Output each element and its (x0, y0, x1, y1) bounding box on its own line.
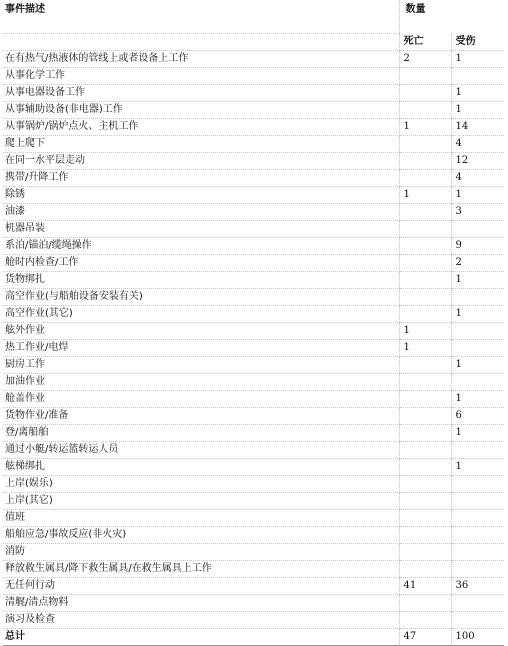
header-row-top (3, 0, 504, 34)
total-death: 47 (399, 629, 451, 646)
injury-count (451, 544, 504, 561)
death-count (399, 493, 451, 510)
event-label: 油漆 (3, 204, 399, 221)
injury-count (451, 476, 504, 493)
event-label: 舱时内检查/工作 (3, 255, 399, 272)
table-row (3, 306, 504, 323)
injury-count: 1 (451, 459, 504, 476)
table-row (3, 170, 504, 187)
death-count: 1 (399, 119, 451, 136)
death-count (399, 153, 451, 170)
table-row (3, 561, 504, 578)
table-row (3, 51, 504, 68)
event-label: 清艉/清点物料 (3, 595, 399, 612)
table-row (3, 612, 504, 629)
death-count (399, 357, 451, 374)
event-label: 从事辅助设备(非电器)工作 (3, 102, 399, 119)
death-count (399, 136, 451, 153)
event-label: 舷外作业 (3, 323, 399, 340)
table-row (3, 476, 504, 493)
event-label: 系泊/锚泊/缆绳操作 (3, 238, 399, 255)
death-count (399, 527, 451, 544)
event-label: 舷梯绑扎 (3, 459, 399, 476)
event-label: 值班 (3, 510, 399, 527)
event-label: 上岸(其它) (3, 493, 399, 510)
table-row (3, 408, 504, 425)
table-row (3, 595, 504, 612)
event-label: 从事锅炉/锅炉点火、主机工作 (3, 119, 399, 136)
incident-statistics-sheet (3, 0, 504, 646)
table-row (3, 323, 504, 340)
death-count (399, 561, 451, 578)
event-label: 演习及检查 (3, 612, 399, 629)
injury-count: 1 (451, 85, 504, 102)
table-row (3, 459, 504, 476)
incident-rows (3, 51, 504, 629)
death-count (399, 289, 451, 306)
event-label: 厨房工作 (3, 357, 399, 374)
death-count (399, 459, 451, 476)
table-row (3, 68, 504, 85)
event-label: 加油作业 (3, 374, 399, 391)
death-count: 1 (399, 187, 451, 204)
death-count: 1 (399, 323, 451, 340)
event-label: 爬上爬下 (3, 136, 399, 153)
table-row (3, 544, 504, 561)
event-label: 通过小艇/转运篮转运人员 (3, 442, 399, 459)
table-row (3, 221, 504, 238)
death-count (399, 85, 451, 102)
table-row (3, 119, 504, 136)
injury-count (451, 442, 504, 459)
injury-count: 3 (451, 204, 504, 221)
death-count (399, 510, 451, 527)
event-label: 登/离船舶 (3, 425, 399, 442)
table-row (3, 527, 504, 544)
injury-count: 1 (451, 306, 504, 323)
injury-count (451, 561, 504, 578)
table-row (3, 204, 504, 221)
quantity-header: 数量 (399, 0, 504, 34)
death-header: 死亡 (399, 34, 451, 51)
injury-count: 1 (451, 357, 504, 374)
event-label: 除锈 (3, 187, 399, 204)
injury-count: 12 (451, 153, 504, 170)
table-row (3, 238, 504, 255)
event-label: 释放救生属具/降下救生属具/在救生属具上工作 (3, 561, 399, 578)
death-count (399, 408, 451, 425)
death-count (399, 170, 451, 187)
event-label: 货物绑扎 (3, 272, 399, 289)
event-label: 上岸(娱乐) (3, 476, 399, 493)
injury-count (451, 68, 504, 85)
death-count (399, 442, 451, 459)
table-row (3, 510, 504, 527)
injury-count (451, 340, 504, 357)
table-row (3, 187, 504, 204)
death-count (399, 102, 451, 119)
table-row (3, 272, 504, 289)
injury-count: 1 (451, 102, 504, 119)
injury-count (451, 612, 504, 629)
table-row (3, 493, 504, 510)
injury-count: 36 (451, 578, 504, 595)
injury-count (451, 323, 504, 340)
table-row (3, 578, 504, 595)
total-label: 总计 (3, 629, 399, 646)
event-label: 货物作业/准备 (3, 408, 399, 425)
header-row-sub (3, 34, 504, 51)
event-label: 舱盖作业 (3, 391, 399, 408)
header-spacer (3, 34, 399, 51)
event-label: 船舶应急/事故反应(非火灾) (3, 527, 399, 544)
death-count (399, 374, 451, 391)
death-count (399, 221, 451, 238)
injury-count: 1 (451, 272, 504, 289)
table-row (3, 153, 504, 170)
injury-header: 受伤 (451, 34, 504, 51)
table-row (3, 442, 504, 459)
event-label: 携带/升降工作 (3, 170, 399, 187)
injury-count: 1 (451, 51, 504, 68)
death-count (399, 68, 451, 85)
event-label: 热工作业/电焊 (3, 340, 399, 357)
injury-count: 4 (451, 170, 504, 187)
table-row (3, 255, 504, 272)
injury-count: 1 (451, 187, 504, 204)
event-description-header: 事件描述 (3, 0, 399, 34)
injury-count (451, 374, 504, 391)
death-count (399, 255, 451, 272)
total-injury: 100 (451, 629, 504, 646)
death-count: 2 (399, 51, 451, 68)
injury-count (451, 289, 504, 306)
table-row (3, 357, 504, 374)
table-row (3, 102, 504, 119)
injury-count: 6 (451, 408, 504, 425)
injury-count (451, 493, 504, 510)
injury-count (451, 510, 504, 527)
injury-count: 1 (451, 391, 504, 408)
event-label: 在有热气/热液体的管线上或者设备上工作 (3, 51, 399, 68)
death-count (399, 544, 451, 561)
table-row (3, 425, 504, 442)
death-count (399, 238, 451, 255)
injury-count: 4 (451, 136, 504, 153)
injury-count (451, 221, 504, 238)
death-count (399, 391, 451, 408)
event-label: 高空作业(与船舶设备安装有关) (3, 289, 399, 306)
table-row (3, 136, 504, 153)
event-label: 从事电器设备工作 (3, 85, 399, 102)
event-label: 高空作业(其它) (3, 306, 399, 323)
injury-count (451, 527, 504, 544)
injury-count (451, 595, 504, 612)
event-label: 在同一水平层走动 (3, 153, 399, 170)
death-count (399, 272, 451, 289)
death-count (399, 476, 451, 493)
table-row (3, 85, 504, 102)
event-label: 消防 (3, 544, 399, 561)
death-count (399, 425, 451, 442)
table-row (3, 289, 504, 306)
table-row (3, 374, 504, 391)
injury-count: 9 (451, 238, 504, 255)
death-count: 41 (399, 578, 451, 595)
event-label: 无任何行动 (3, 578, 399, 595)
table-row (3, 340, 504, 357)
event-label: 机器吊装 (3, 221, 399, 238)
injury-count: 14 (451, 119, 504, 136)
death-count (399, 306, 451, 323)
injury-count: 2 (451, 255, 504, 272)
incident-table (3, 0, 504, 646)
event-label: 从事化学工作 (3, 68, 399, 85)
death-count: 1 (399, 340, 451, 357)
death-count (399, 204, 451, 221)
death-count (399, 595, 451, 612)
table-row (3, 391, 504, 408)
death-count (399, 612, 451, 629)
injury-count: 1 (451, 425, 504, 442)
